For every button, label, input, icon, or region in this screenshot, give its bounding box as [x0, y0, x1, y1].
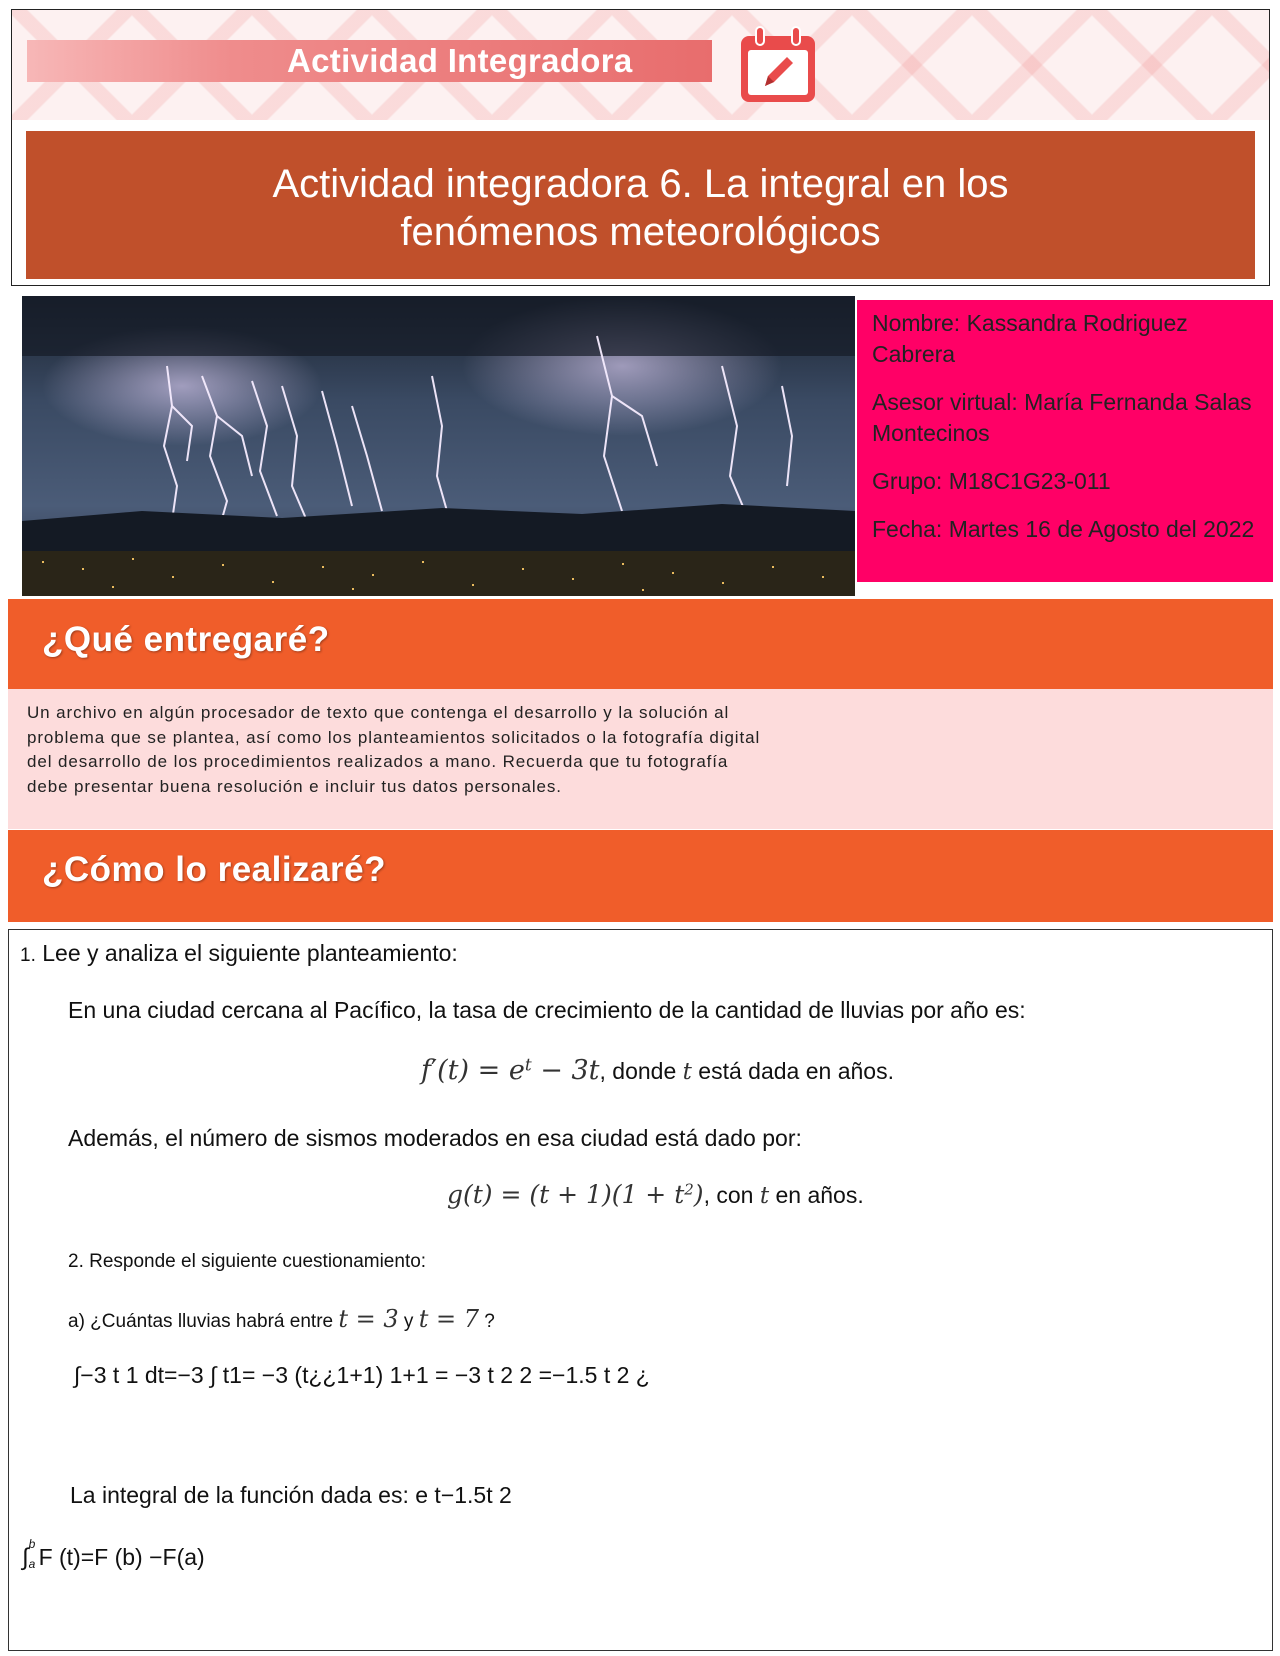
formula-prime: ′: [431, 1055, 438, 1086]
question-a-t7: t = 7: [418, 1305, 479, 1333]
banner-title: Actividad Integradora: [287, 42, 633, 79]
formula-var: t: [682, 1059, 692, 1085]
integral-sign: ∫: [22, 1544, 29, 1571]
header-frame: [11, 9, 1270, 286]
integral-result: La integral de la función dada es: e t−1.5t 2: [70, 1482, 512, 1508]
g-exponent: 2: [684, 1180, 694, 1199]
student-info-box: [857, 300, 1273, 582]
deliver-instructions: [27, 701, 1027, 799]
formula-rest: − 3t: [531, 1055, 600, 1086]
answer-content-box: [8, 929, 1273, 1651]
upper-limit: b: [28, 1537, 36, 1551]
page-title-line-1: Actividad integradora 6. La integral en los: [272, 162, 1009, 206]
g-formula: g(t) = (t + 1)(1 + t: [447, 1180, 685, 1209]
integral-limits: [28, 1537, 39, 1571]
deliver-section-title: ¿Qué entregaré?: [42, 620, 330, 659]
lightning-storm-image: [22, 296, 855, 596]
deliver-line: Un archivo en algún procesador de texto que contenga el desarrollo y la solución al: [27, 703, 730, 722]
problem-intro: En una ciudad cercana al Pacífico, la tasa de crecimiento de la cantidad de lluvias por año es:: [68, 997, 1026, 1023]
question-a: [68, 1305, 495, 1333]
question-a-t3: t = 3: [338, 1305, 399, 1333]
lower-limit: a: [28, 1557, 36, 1571]
page-title: [26, 160, 1255, 256]
submission-date: Fecha: Martes 16 de Agosto del 2022: [872, 516, 1255, 542]
formula-arg: (t): [437, 1055, 470, 1086]
question-a-end: ?: [479, 1311, 495, 1332]
rain-rate-formula: [421, 1055, 894, 1086]
fundamental-theorem: [22, 1537, 205, 1572]
integral-work: ∫−3 t 1 dt=−3 ∫ t1= −3 (t¿¿1+1) 1+1 = −3 t 2 2 =−1.5 t 2 ¿: [74, 1362, 650, 1388]
step-1-text: Lee y analiza el siguiente planteamiento:: [35, 940, 458, 966]
advisor-name: Asesor virtual: María Fernanda Salas Montecinos: [872, 389, 1252, 446]
deliver-line: problema que se plantea, así como los planteamientos solicitados o la fotografía digital: [27, 727, 761, 747]
question-a-text: a) ¿Cuántas lluvias habrá entre: [68, 1311, 339, 1332]
formula-f: f: [421, 1055, 431, 1086]
theorem-text: F (t)=F (b) −F(a): [38, 1544, 205, 1570]
step-1: [20, 940, 458, 967]
formula-end: está dada en años.: [691, 1058, 894, 1084]
formula-exponent: t: [524, 1055, 532, 1076]
calendar-edit-icon: [735, 24, 821, 106]
quakes-formula: [447, 1180, 864, 1209]
step-2: 2. Responde el siguiente cuestionamiento:: [68, 1251, 427, 1272]
g-var: t: [759, 1183, 770, 1209]
question-a-and: y: [398, 1311, 419, 1332]
g-end: en años.: [769, 1182, 864, 1208]
quakes-intro: Además, el número de sismos moderados en esa ciudad está dado por:: [68, 1125, 802, 1151]
step-1-number: 1.: [20, 945, 36, 966]
formula-suffix: , donde: [599, 1058, 683, 1084]
student-name: Nombre: Kassandra Rodriguez Cabrera: [872, 310, 1188, 367]
g-suffix: , con: [703, 1182, 760, 1208]
page-title-line-2: fenómenos meteorológicos: [400, 210, 881, 254]
deliver-line: del desarrollo de los procedimientos realizados a mano. Recuerda que tu fotografía: [27, 752, 729, 771]
formula-eq: = e: [469, 1055, 525, 1086]
group-code: Grupo: M18C1G23-011: [872, 468, 1111, 494]
how-section-title: ¿Cómo lo realizaré?: [42, 850, 387, 889]
g-close: ): [693, 1180, 704, 1209]
deliver-line: debe presentar buena resolución e incluir tus datos personales.: [27, 776, 562, 796]
